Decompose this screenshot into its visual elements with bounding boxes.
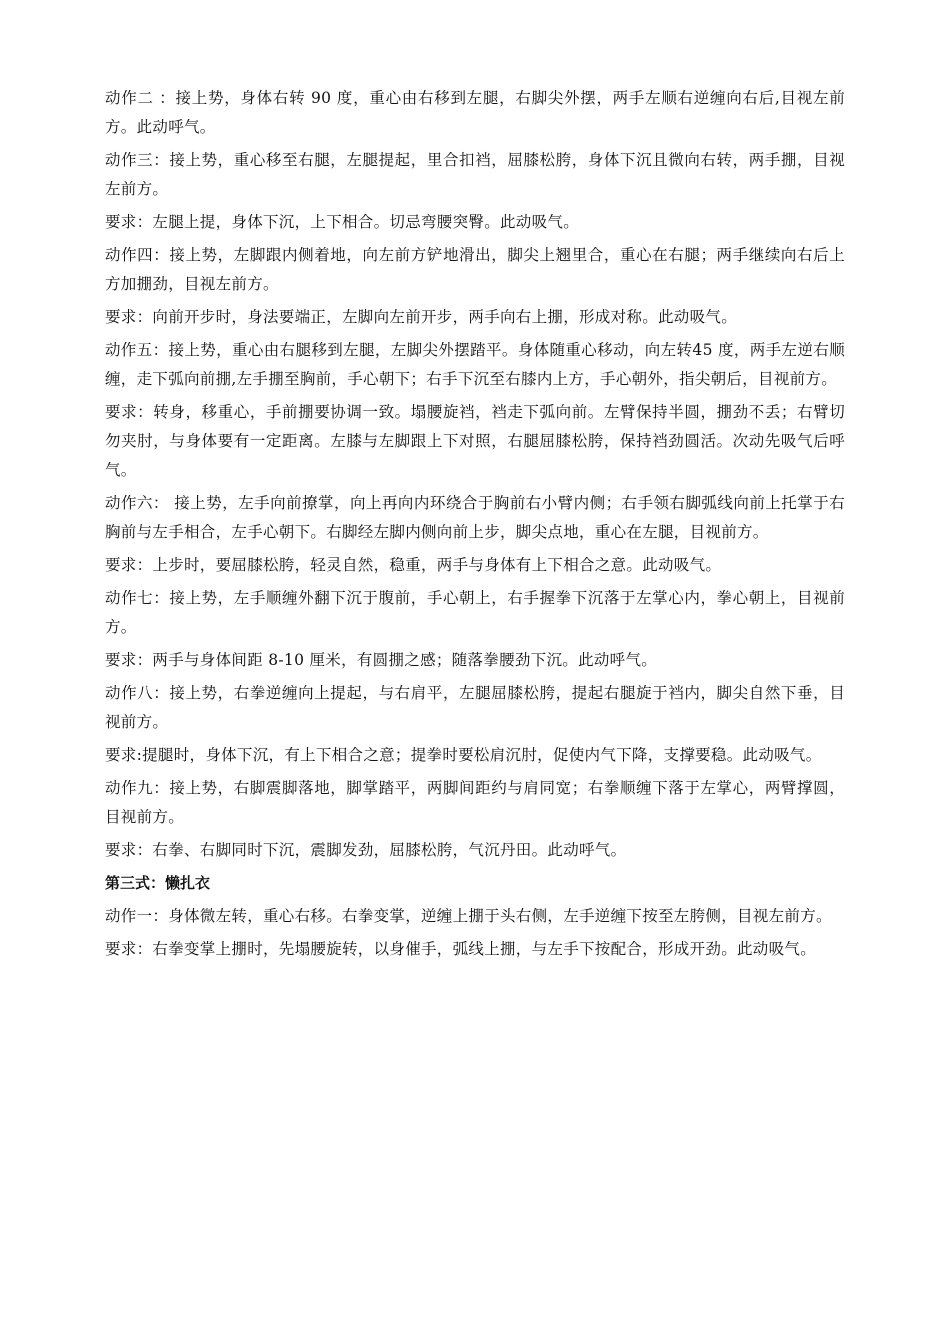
paragraph-requirement-5: 要求：转身，移重心，手前掤要协调一致。塌腰旋裆，裆走下弧向前。左臂保持半圆，掤劲不丢；右臂切勿夹肘，与身体要有一定距离。左膝与左脚跟上下对照，右腿屈膝松胯，保持裆劲圆活。次动先吸气后呼气。 xyxy=(105,403,845,479)
paragraph-requirement-3: 要求：左腿上提，身体下沉，上下相合。切忌弯腰突臀。此动吸气。 xyxy=(105,213,580,231)
section-heading: 第三式：懒扎衣 xyxy=(105,874,211,892)
paragraph-action-5: 动作五：接上势，重心由右腿移到左腿，左脚尖外摆踏平。身体随重心移动，向左转45 度，两手左逆右顺缠，走下弧向前掤,左手掤至胸前，手心朝下；右手下沉至右膝内上方，手心朝外，指尖朝后，目视前方。 xyxy=(105,341,845,388)
paragraph-action-8: 动作八：接上势，右拳逆缠向上提起，与右肩平，左腿屈膝松胯，提起右腿旋于裆内，脚尖自然下垂，目视前方。 xyxy=(105,684,845,731)
paragraph-requirement-4: 要求：向前开步时，身法要端正，左脚向左前开步，两手向右上掤，形成对称。此动吸气。 xyxy=(105,308,738,326)
paragraph-action-9: 动作九：接上势，右脚震脚落地，脚掌踏平，两脚间距约与肩同宽；右拳顺缠下落于左掌心，两臂撑圆，目视前方。 xyxy=(105,779,845,826)
paragraph-requirement-7: 要求：两手与身体间距 8-10 厘米，有圆掤之感；随落拳腰劲下沉。此动呼气。 xyxy=(105,651,658,669)
paragraph-action-2: 动作二 ：接上势，身体右转 90 度，重心由右移到左腿，右脚尖外摆，两手左顺右逆缠向右后,目视左前方。此动呼气。 xyxy=(105,89,845,136)
paragraph-action-7: 动作七：接上势，左手顺缠外翻下沉于腹前，手心朝上，右手握拳下沉落于左掌心内，拳心朝上，目视前方。 xyxy=(105,589,845,636)
document-body xyxy=(105,84,845,968)
paragraph-action-4: 动作四：接上势，左脚跟内侧着地，向左前方铲地滑出，脚尖上翘里合，重心在右腿；两手继续向右后上方加掤劲，目视左前方。 xyxy=(105,246,845,293)
paragraph-form3-requirement-1: 要求：右拳变掌上掤时，先塌腰旋转，以身催手，弧线上掤，与左手下按配合，形成开劲。此动吸气。 xyxy=(105,940,817,958)
paragraph-requirement-9: 要求：右拳、右脚同时下沉，震脚发劲，屈膝松胯，气沉丹田。此动呼气。 xyxy=(105,841,627,859)
paragraph-requirement-8: 要求:提腿时，身体下沉，有上下相合之意；提拳时要松肩沉肘，促使内气下降，支撑要稳。此动吸气。 xyxy=(105,746,822,764)
paragraph-action-6: 动作六： 接上势，左手向前撩掌，向上再向内环绕合于胸前右小臂内侧；右手领右脚弧线向前上托掌于右胸前与左手相合，左手心朝下。右脚经左脚内侧向前上步，脚尖点地，重心在左腿，目视前方。 xyxy=(105,494,845,541)
paragraph-form3-action-1: 动作一：身体微左转，重心右移。右拳变掌，逆缠上掤于头右侧，左手逆缠下按至左胯侧，目视左前方。 xyxy=(105,907,832,925)
paragraph-action-3: 动作三：接上势，重心移至右腿，左腿提起，里合扣裆，屈膝松胯，身体下沉且微向右转，两手掤，目视左前方。 xyxy=(105,151,845,198)
paragraph-requirement-6: 要求：上步时，要屈膝松胯，轻灵自然，稳重，两手与身体有上下相合之意。此动吸气。 xyxy=(105,556,722,574)
